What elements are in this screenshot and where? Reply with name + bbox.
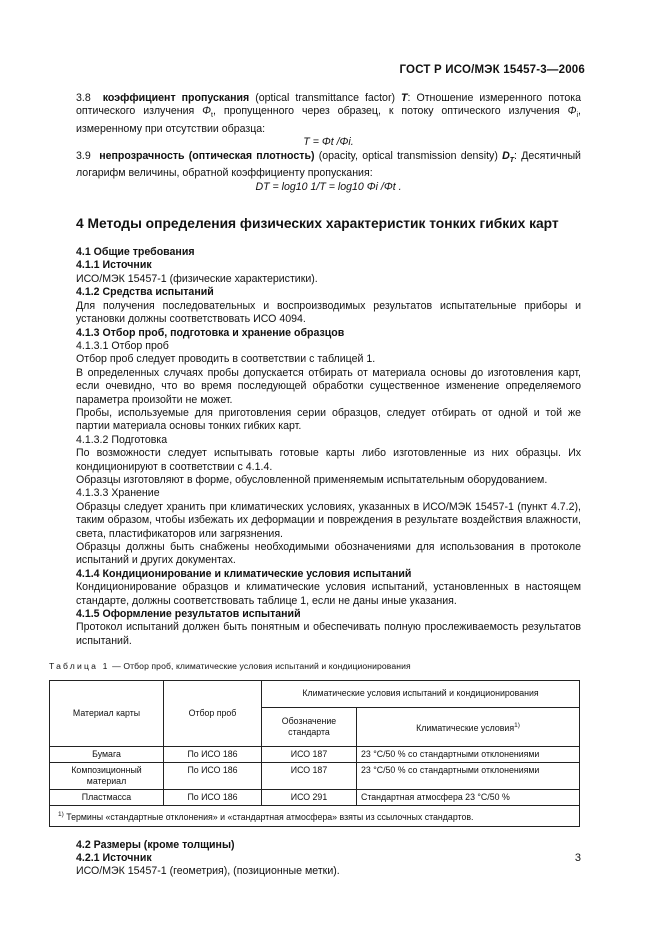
table-row <box>50 789 580 805</box>
heading-4-2: 4.2 Размеры (кроме толщины) <box>76 838 235 851</box>
table-note-row <box>50 805 580 826</box>
table-note <box>50 805 580 826</box>
table-caption-text: — Отбор проб, климатические условия испытаний и кондиционирования <box>109 661 411 672</box>
header-climate-group: Климатические условия испытаний и кондиционирования <box>262 680 580 707</box>
def-text: : Отношение измеренного потока оптического излучения <box>76 92 581 118</box>
cell-sampling: По ИСО 186 <box>164 746 262 762</box>
def-symbol-subscript: T <box>509 156 515 164</box>
cell-sampling: По ИСО 186 <box>164 762 262 789</box>
heading-4-1-4: 4.1.4 Кондиционирование и климатические условия испытаний <box>76 567 412 580</box>
cell-sampling: По ИСО 186 <box>164 789 262 805</box>
paragraph: Пробы, используемые для приготовления серии образцов, следует отбирать от одной и той же партии материала основы тонких гибких карт. <box>76 406 581 433</box>
def-term: непрозрачность (оптическая плотность) <box>99 149 315 162</box>
cell-conditions: Стандартная атмосфера 23 °С/50 % <box>357 789 580 805</box>
phi-subscript: i <box>576 112 579 120</box>
def-text: , пропущенного через образец, к потоку оптического излучения <box>213 105 560 118</box>
cell-conditions: 23 °С/50 % со стандартными отклонениями <box>357 762 580 789</box>
cell-material: Композиционный материал <box>50 762 164 789</box>
paragraph: Образцы следует хранить при климатических условиях, указанных в ИСО/МЭК 15457-1 (пункт 4.7.2), таким образом, чтобы избежать их деформации и повреждения в результате воздействия влажности, света, пластификаторов или загрязнения. <box>76 500 581 540</box>
formula-density: DT = log10 1/T = log10 Φi /Φt . <box>255 180 402 193</box>
def-text: : Десятичный логарифм величины, обратной коэффициенту пропускания: <box>76 149 581 180</box>
def-text: , измеренному при отсутствии образца: <box>76 105 581 135</box>
table-caption <box>49 660 581 673</box>
def-term: коэффициент пропускания <box>102 92 250 104</box>
table-row <box>50 746 580 762</box>
heading-4-1-5: 4.1.5 Оформление результатов испытаний <box>76 608 301 621</box>
header-sampling: Отбор проб <box>164 680 262 746</box>
cell-conditions: 23 °С/50 % со стандартными отклонениями <box>357 746 580 762</box>
cell-designation: ИСО 187 <box>262 762 357 789</box>
heading-4-1-3-3: 4.1.3.3 Хранение <box>76 487 160 500</box>
paragraph: Образцы должны быть снабжены необходимыми обозначениями для использования в протоколе испытаний и других документах. <box>76 541 581 567</box>
cell-material: Пластмасса <box>50 789 164 805</box>
def-english: (optical transmittance factor) <box>255 92 395 104</box>
def-number: 3.8 <box>76 92 91 104</box>
heading-4-1-3-2: 4.1.3.2 Подготовка <box>76 433 168 446</box>
heading-4-1: 4.1 Общие требования <box>76 246 195 259</box>
def-english: (opacity, optical transmission density) <box>318 149 498 162</box>
paragraph: Протокол испытаний должен быть понятным и обеспечивать полную прослеживаемость результатов испытаний. <box>76 621 581 647</box>
def-number: 3.9 <box>76 149 91 162</box>
page-number: 3 <box>574 852 581 864</box>
page-content <box>49 92 581 879</box>
paragraph: Отбор проб следует проводить в соответствии с таблицей 1. <box>76 353 376 366</box>
heading-4-1-3: 4.1.3 Отбор проб, подготовка и хранение образцов <box>76 326 345 339</box>
footnote-mark: 1) <box>58 810 64 818</box>
phi-symbol: Φ <box>567 105 577 118</box>
paragraph: В определенных случаях пробы допускается отбирать от материала основы до изготовления карт, если очевидно, что во время последующей обработки существенное изменение определяемого параметра произойти не может. <box>76 366 581 406</box>
definition-3-8 <box>76 92 581 136</box>
header-designation: Обозначение стандарта <box>262 707 357 746</box>
table-note-text: Термины «стандартные отклонения» и «стандартная атмосфера» взяты из ссылочных стандартов. <box>63 811 474 822</box>
heading-4-2-1: 4.2.1 Источник <box>76 851 152 864</box>
phi-symbol: Φ <box>202 105 212 118</box>
page-header: ГОСТ Р ИСО/МЭК 15457-3—2006 <box>399 64 585 76</box>
header-conditions-text: Климатические условия <box>416 722 515 733</box>
def-symbol: T <box>401 92 408 104</box>
def-symbol: D <box>502 149 510 162</box>
heading-4-1-2: 4.1.2 Средства испытаний <box>76 286 214 299</box>
formula-transmittance: T = Φt /Φi. <box>303 136 354 149</box>
section-title: 4 Методы определения физических характеристик тонких гибких карт <box>76 216 559 232</box>
paragraph: ИСО/МЭК 15457-1 (геометрия), (позиционные метки). <box>76 865 340 878</box>
cell-designation: ИСО 187 <box>262 746 357 762</box>
paragraph: ИСО/МЭК 15457-1 (физические характеристики). <box>76 272 318 285</box>
header-conditions <box>357 707 580 746</box>
definition-3-9 <box>76 150 581 181</box>
heading-4-1-1: 4.1.1 Источник <box>76 259 152 272</box>
cell-designation: ИСО 291 <box>262 789 357 805</box>
paragraph: Для получения последовательных и воспроизводимых результатов испытательные приборы и установки должны соответствовать ИСО 4094. <box>76 299 581 326</box>
cell-material: Бумага <box>50 746 164 762</box>
header-material: Материал карты <box>50 680 164 746</box>
heading-4-1-3-1: 4.1.3.1 Отбор проб <box>76 339 169 352</box>
phi-subscript: t <box>211 112 213 120</box>
paragraph: Образцы изготовляют в форме, обусловленной применяемым испытательным оборудованием. <box>76 473 548 486</box>
table-1 <box>49 680 580 827</box>
paragraph: Кондиционирование образцов и климатические условия испытаний, установленных в настоящем стандарте, должны соответствовать таблице 1, если не даны иные указания. <box>76 581 581 607</box>
footnote-mark: 1) <box>514 721 520 729</box>
table-row <box>50 762 580 789</box>
paragraph: По возможности следует испытывать готовые карты либо изготовленные из них образцы. Их кондиционируют в соответствии с 4.1.4. <box>76 447 581 473</box>
table-caption-prefix: Таблица 1 <box>49 661 110 672</box>
